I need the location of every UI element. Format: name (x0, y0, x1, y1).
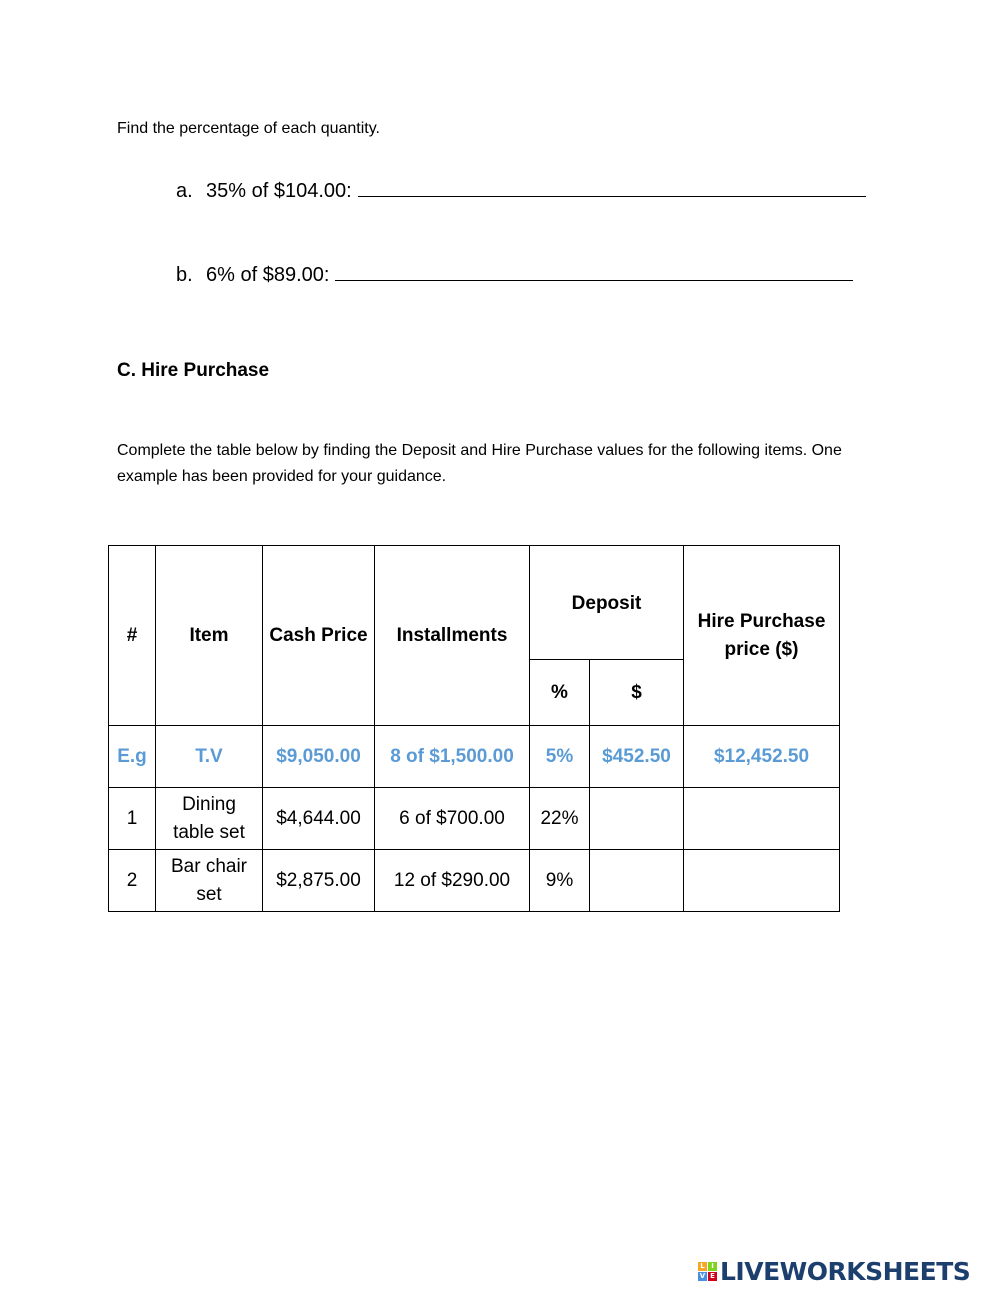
cell-num: E.g (109, 726, 156, 788)
logo-icon (698, 1262, 717, 1281)
cell-deposit-dollar: $452.50 (590, 726, 684, 788)
question-text: 6% of $89.00: (206, 264, 330, 286)
header-cash-price: Cash Price (263, 546, 375, 726)
cell-installments: 6 of $700.00 (375, 788, 530, 850)
table-row (109, 850, 840, 912)
question-letter: b. (176, 264, 193, 286)
header-installments: Installments (375, 546, 530, 726)
cell-num: 1 (109, 788, 156, 850)
answer-blank[interactable] (358, 178, 866, 197)
header-deposit-percent: % (530, 660, 590, 726)
header-num: # (109, 546, 156, 726)
table-header-row (109, 546, 840, 660)
cell-cash-price: $9,050.00 (263, 726, 375, 788)
cell-hire-purchase-answer[interactable] (684, 850, 840, 912)
question-letter: a. (176, 180, 193, 202)
cell-deposit-percent: 9% (530, 850, 590, 912)
question-b (176, 262, 853, 287)
logo-letter: I (708, 1262, 717, 1271)
cell-num: 2 (109, 850, 156, 912)
instruction-text: Find the percentage of each quantity. (117, 120, 380, 137)
answer-blank[interactable] (335, 262, 853, 281)
cell-deposit-percent: 5% (530, 726, 590, 788)
cell-deposit-dollar-answer[interactable] (590, 788, 684, 850)
cell-item: Dining table set (156, 788, 263, 850)
cell-installments: 12 of $290.00 (375, 850, 530, 912)
cell-deposit-percent: 22% (530, 788, 590, 850)
logo-letter: V (699, 1271, 706, 1280)
liveworksheets-logo (698, 1256, 970, 1286)
cell-hire-purchase-price: $12,452.50 (684, 726, 840, 788)
section-title: C. Hire Purchase (117, 360, 270, 381)
cell-item: T.V (156, 726, 263, 788)
cell-cash-price: $2,875.00 (263, 850, 375, 912)
header-deposit-dollar: $ (590, 660, 684, 726)
logo-text: LIVEWORKSHEETS (720, 1256, 971, 1286)
logo-letter: E (708, 1272, 717, 1281)
section-paragraph: Complete the table below by finding the Deposit and Hire Purchase values for the following items. One example has been provided for your guidance. (117, 442, 842, 485)
cell-cash-price: $4,644.00 (263, 788, 375, 850)
header-deposit: Deposit (530, 546, 684, 660)
header-hire-purchase-price: Hire Purchase price ($) (684, 546, 840, 726)
table-row-example (109, 726, 840, 788)
question-text: 35% of $104.00: (206, 180, 352, 202)
cell-hire-purchase-answer[interactable] (684, 788, 840, 850)
cell-installments: 8 of $1,500.00 (375, 726, 530, 788)
header-item: Item (156, 546, 263, 726)
question-a (176, 178, 866, 203)
logo-letter: L (698, 1262, 707, 1271)
cell-deposit-dollar-answer[interactable] (590, 850, 684, 912)
cell-item: Bar chair set (156, 850, 263, 912)
hire-purchase-table (108, 545, 840, 912)
table-row (109, 788, 840, 850)
